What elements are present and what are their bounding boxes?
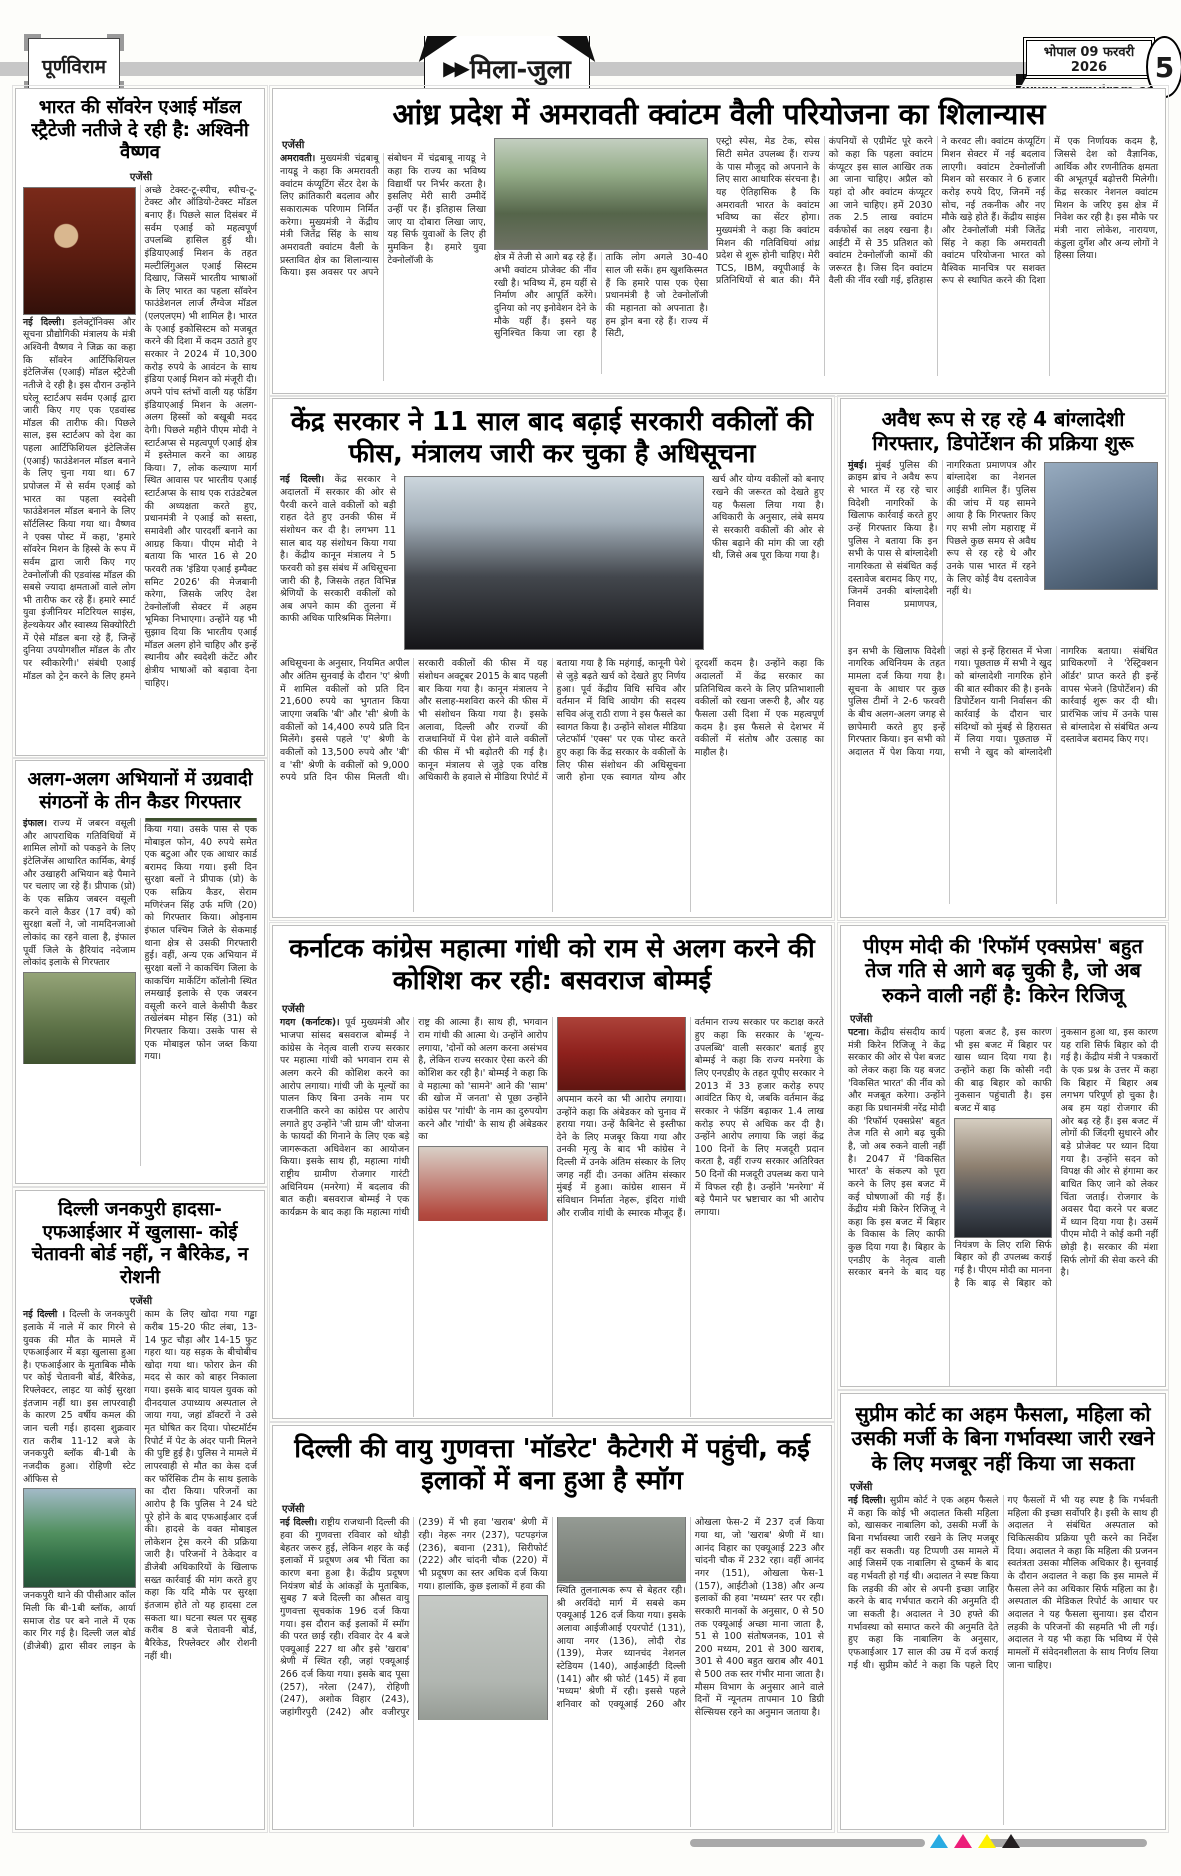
article-ai-model-byline: एजेंसी bbox=[129, 171, 153, 183]
article-bangladeshi bbox=[840, 398, 1166, 918]
lawyers-group-photo bbox=[404, 476, 704, 650]
article-quantum-body-3: एस्ट्रो स्पेस, मेड टेक, स्पेस सिटी समेत उपलब्ध हैं। राज्य के पास मौजूद को अपनाने के लिए सारा आधारिक संरचना है। यह ऐतिहासिक है कि अमरावती भारत के क्वांटम भविष्य का सेंटर होगा। मुख्यमंत्री ने कहा कि क्वांटम मिशन की गतिविधियां आंध्र प्रदेश से शुरू होनी चाहिए। मेरी TCS, IBM, क्यूपीआई के प्रतिनिधियों से बात की। मैंने कंपनियों से एग्रीमेंट पूरे करने को कहा कि पहला क्वांटम कंप्यूटर इस साल आखिर तक आ जाना चाहिए। अप्रैल को यहां दो और क्वांटम कंप्यूटर आ जाने चाहिए। हमें 2030 तक 2.5 लाख क्वांटम वर्कफोर्स का लक्ष्य रखना है। आईटी में से 35 प्रतिशत को क्वांटम टेक्नोलॉजी कामों की जरूरत है। जिस दिन क्वांटम वैली की नींव रखी गई, इतिहास ने करवट ली। क्वांटम कंप्यूटिंग मिशन सेक्टर में नई बदलाव लाएगी। क्वांटम टेक्नोलॉजी मिशन को सरकार ने 6 हजार करोड़ रुपये दिए, जिनमें नई सोच, नई तकनीक और नए मौके खड़े होते हैं। केंद्रीय साइंस और टेक्नोलॉजी मंत्री जितेंद्र सिंह ने कहा कि अमरावती क्वांटम परियोजना भारत को वैश्विक मानचित्र पर सशक्त रूप से स्थापित करने की दिशा में एक निर्णायक कदम है, जिससे देश को वैज्ञानिक, आर्थिक और रणनीतिक क्षमता की अभूतपूर्व बढ़ोत्तरी मिलेगी। केंद्र सरकार नेशनल क्वांटम मिशन के जरिए इस क्षेत्र में निवेश कर रही है। इस मौके पर मंत्री नारा लोकेश, नारायण, कंडुला दुर्गेश और अन्य लोगों ने हिस्सा लिया। bbox=[716, 136, 1158, 287]
article-bangladeshi-body-1: मुंबई। मुंबई पुलिस की क्राइम ब्रांच ने अवैध रूप से भारत में रह रहे चार विदेशी नागरिकों के खिलाफ कार्रवाई करते हुए उन्हें गिरफ्तार किया है। पुलिस ने बताया कि इन सभी के पास से बांग्लादेशी नागरिकता से संबंधित कई दस्तावेज बरामद किए गए, जिनमें उनकी बांग्लादेशी निवास प्रमाणपत्र, नागरिकता प्रमाणपत्र और बांग्लादेश का नेशनल आईडी शामिल हैं। पुलिस की जांच में यह सामने आया है कि गिरफ्तार किए गए सभी लोग महाराष्ट्र में पिछले कुछ समय से अवैध रूप से रह रहे थे और उनके पास भारत में रहने के लिए कोई वैध दस्तावेज नहीं थे। bbox=[848, 459, 1036, 610]
accident-site-photo bbox=[23, 1488, 136, 1588]
article-janakpuri-headline: दिल्ली जनकपुरी हादसा- एफआईआर में खुलासा- कोई चेतावनी बोर्ड नहीं, न बैरिकेड, न रोशनी bbox=[31, 1199, 249, 1288]
logo-text: पूर्णविराम bbox=[41, 56, 107, 78]
article-supreme-court bbox=[840, 1393, 1166, 1830]
article-quantum-headline: आंध्र प्रदेश में अमरावती क्वांटम वैली परियोजना का शिलान्यास bbox=[392, 97, 1046, 131]
cmyk-black-triangle-icon bbox=[1002, 1834, 1020, 1848]
double-arrow-icon: ▶▶ bbox=[443, 56, 466, 80]
article-lawyers-headline: केंद्र सरकार ने 11 साल बाद बढ़ाई सरकारी वकीलों की फीस, मंत्रालय जारी कर चुका है अधिसूचना bbox=[290, 407, 814, 469]
rijiju-press-photo bbox=[954, 1118, 1051, 1238]
article-bommai bbox=[272, 925, 832, 1419]
article-quantum-byline: एजेंसी bbox=[282, 140, 305, 152]
article-air-quality bbox=[272, 1425, 832, 1830]
article-ai-model-headline: भारत की सॉवरेन एआई मॉडल स्ट्रैटेजी नतीजे दे रही है: अश्विनी वैष्णव bbox=[31, 97, 249, 164]
article-militants bbox=[15, 760, 265, 1184]
article-quantum-valley bbox=[272, 88, 1166, 394]
article-janakpuri-byline: एजेंसी bbox=[129, 1296, 153, 1308]
article-bommai-body: गदग (कर्नाटक)। पूर्व मुख्यमंत्री और भाजपा सांसद बसवराज बोम्मई ने कांग्रेस के नेतृत्व वाली राज्य सरकार पर महात्मा गांधी को भगवान राम से अलग करने की कोशिश करने का आरोप लगाया। गांधी जी के मूल्यों का पालन किए बिना उनके नाम पर राजनीति करने का कांग्रेस पर आरोप लगाते हुए उन्होंने 'जी ग्राम जी' योजना के फायदों की गिनाने के लिए एक बड़े जागरूकता अधिवेशन का आयोजन किया। इसके साथ ही, महात्मा गांधी राष्ट्रीय ग्रामीण रोजगार गारंटी अधिनियम (मनरेगा) में बदलाव की बात कही। बसवराज बोम्मई ने एक कार्यक्रम के बाद कहा कि महात्मा गांधी राष्ट्र की आत्मा हैं। साथ ही, भगवान राम गांधी की आत्मा थे। उन्होंने आरोप लगाया, 'दोनों को अलग करना असंभव है, लेकिन राज्य सरकार ऐसा करने की कोशिश कर रही है।' बोम्मई ने कहा कि वे महात्मा को 'सामने' आने की 'साम' की खोज में जनता' से पूछा उन्होंने कांग्रेस पर 'गांधी' के नाम का दुरुपयोग करने और 'गांधी' के साथ ही अंबेडकर का अपमान करने का भी आरोप लगाया। उन्होंने कहा कि अंबेडकर को चुनाव में हराया गया। उन्हें कैबिनेट से इस्तीफा देने के लिए मजबूर किया गया और उनकी मृत्यु के बाद भी कांग्रेस ने दिल्ली में उनके अंतिम संस्कार के लिए जगह नहीं दी। उनका अंतिम संस्कार मुंबई में हुआ। कांग्रेस शासन में संविधान निर्माता नेहरू, इंदिरा गांधी और राजीव गांधी के स्मारक मौजूद हैं। वर्तमान राज्य सरकार पर कटाक्ष करते हुए कहा कि सरकार के 'शून्य-उपलब्धि' वाली सरकार' बताई हुए बोम्मई ने कहा कि राज्य मनरेगा के लिए एनएडीए के तहत यूपीए सरकार ने 2013 में 33 हजार करोड़ रुपए आवंटित किए थे, जबकि वर्तमान केंद्र सरकार ने फंडिंग बढ़ाकर 1.4 लाख करोड़ रुपए से अधिक कर दी है। उन्होंने आरोप लगाया कि जहां केंद्र 100 दिनों के लिए मजदूरी प्रदान करता है, वहीं राज्य सरकार अतिरिक्त 50 दिनों की मजदूरी उपलब्ध करा पाने में विफल रही है। उन्होंने 'मनरेगा' में बड़े पैमाने पर भ्रष्टाचार का भी आरोप लगाया। bbox=[280, 1017, 824, 1417]
cmyk-magenta-triangle-icon bbox=[954, 1834, 972, 1848]
article-bommai-byline: एजेंसी bbox=[282, 1004, 305, 1016]
article-ai-model-body: नई दिल्ली। इलेक्ट्रॉनिक्स और सूचना प्रौद्योगिकी मंत्रालय के मंत्री अश्विनी वैष्णव ने जिक्र का कहा कि सॉवरेन आर्टिफिशियल इंटेलिजेंस (एआई) मॉडल स्ट्रैटेजी नतीजे दे रही है। इस दौरान उन्होंने घरेलू स्टार्टअप सर्वम एआई द्वारा जारी किए गए एक एडवांस्ड मॉडल की तारीफ की। पिछले साल, इस स्टार्टअप को देश का पहला आर्टिफिशियल इंटेलिजेंस (एआई) फाउंडेशनल मॉडल बनाने के लिए चुना गया था। 67 प्रपोजल में से सर्वम एआई को भारत का पहला स्वदेसी फाउंडेशनल मॉडल बनाने के लिए सॉर्टलिस्ट किया गया था। वैष्णव ने एक्स पोस्ट में कहा, 'हमारे सॉवरेन मिशन के हिस्से के रूप में सर्वम द्वारा जारी किए गए टेक्नोलॉजी की एडवांस्ड मॉडल की सबसे ज्यादा क्षमताओं वाले लोग भी तारीफ कर रहे हैं। हमारे स्मार्ट युवा इंजीनियर मटिरियल साइंस, हेल्थकेयर और स्वास्थ्य सिक्योरिटी में ऐसे मॉडल बना रहे हैं, जिन्हें दुनिया उपयोगशील मॉडल के तौर पर स्वीकारेगी।' संबंधी एआई मॉडल को ट्रेन करने के लिए हमने अच्छे टेक्स्ट-टू-स्पीच, स्पीच-टू-टेक्स्ट और ऑडियो-टेक्स्ट मॉडल बनाए हैं। पिछले साल दिसंबर में सर्वम एआई को महत्वपूर्ण उपलब्धि हासिल हुई थी। इंडियाएआई मिशन के तहत मल्टीलिंगुअल एआई सिस्टम दिखाए, जिसमें भारतीय भाषाओं के लिए भारत का पहला सॉवरेन फाउंडेशनल लार्ज लैंग्वेज मॉडल (एलएलएम) भी शामिल है। भारत के एआई इकोसिस्टम को मजबूत करने की दिशा में कदम उठाते हुए सरकार ने 2024 में 10,300 करोड़ रुपये के आवंटन के साथ इंडिया एआई मिशन को मंजूरी दी। अपने पांच स्तंभों वाली यह फंडिंग इंडियाएआई मिशन के अलग-अलग हिस्सों को बखूबी मदद देगी। पिछले महीने पीएम मोदी ने स्टार्टअप्स से महत्वपूर्ण एआई क्षेत्र में इस्तेमाल करने का आग्रह किया। 7, लोक कल्याण मार्ग स्थित आवास पर भारतीय एआई स्टार्टअप्स के साथ एक राउंडटेबल की अध्यक्षता करते हुए, प्रधानमंत्री ने एआई को सस्ता, समावेशी और पारदर्शी बनाने का आग्रह किया। पीएम मोदी ने बताया कि भारत 16 से 20 फरवरी तक 'इंडिया एआई इम्पैक्ट समिट 2026' की मेजबानी करेगा, जिसके जरिए देश टेक्नोलॉजी सेक्टर में अहम भूमिका निभाएगा। उन्होंने यह भी सुझाव दिया कि भारतीय एआई मॉडल अलग होने चाहिए और इन्हें स्थानीय और स्वदेशी कंटेंट और क्षेत्रीय भाषाओं को बढ़ावा देना चाहिए। bbox=[23, 184, 257, 689]
quantum-ceremony-photo bbox=[494, 138, 708, 250]
handcuffs-photo bbox=[1044, 462, 1158, 590]
article-bangladeshi-body-2: इन सभी के खिलाफ विदेशी नागरिक अधिनियम के तहत मामला दर्ज किया गया है। सूचना के आधार पर कुछ पुलिस टीमों ने 2-6 फरवरी के बीच अलग-अलग जगह से छापेमारी करते हुए इन्हें गिरफ्तार किया। इन सभी को अदालत में पेश किया गया, जहां से इन्हें हिरासत में भेजा गया। पूछताछ में सभी ने खुद को बांग्लादेशी नागरिक होने की बात स्वीकार की है। इनके डिपोर्टेशन यानी निर्वासन की कार्रवाई के दौरान चार संदिग्धों को मुंबई से हिरासत में लिया गया। पूछताछ में सभी ने खुद को बांग्लादेशी नागरिक बताया। संबंधित प्राधिकरणों ने 'रेस्ट्रिक्शन ऑर्डर' प्राप्त करते ही इन्हें वापस भेजने (डिपोर्टेशन) की कार्रवाई शुरू कर दी थी। प्रारंभिक जांच में उनके पास से बांग्लादेश से संबंधित अन्य दस्तावेज बरामद किए गए। bbox=[848, 645, 1158, 758]
article-janakpuri bbox=[15, 1190, 265, 1830]
article-militants-headline: अलग-अलग अभियानों में उग्रवादी संगठनों के तीन कैडर गिरफ्तार bbox=[27, 769, 253, 813]
article-lawyers-body-2: खर्च और योग्य वकीलों को बनाए रखने की जरूरत को देखते हुए यह फैसला लिया गया है। अधिकारी के अनुसार, लंबे समय से सरकारी वकीलों की ओर से फीस बढ़ाने की मांग की जा रही थी, जिसे अब पूरा किया गया है। bbox=[712, 474, 824, 562]
article-bommai-headline: कर्नाटक कांग्रेस महात्मा गांधी को राम से अलग करने की कोशिश कर रही: बसवराज बोम्मई bbox=[289, 934, 815, 996]
article-air-quality-body: नई दिल्ली। राष्ट्रीय राजधानी दिल्ली की हवा की गुणवत्ता रविवार को थोड़ी बेहतर जरूर हुई, लेकिन शहर के कई इलाकों में प्रदूषण अब भी चिंता का कारण बना हुआ है। केंद्रीय प्रदूषण नियंत्रण बोर्ड के आंकड़ों के मुताबिक, सुबह 7 बजे दिल्ली का औसत वायु गुणवत्ता सूचकांक 196 दर्ज किया गया। इस दौरान कई इलाकों में स्मॉग की परत छाई रही। रविवार देर 4 बजे एक्यूआई 227 था और इसे 'खराब' श्रेणी में स्थित रही, जहां एक्यूआई 266 दर्ज किया गया। इसके बाद पूसा (257), नरेला (247), रोहिणी (247), अशोक विहार (243), जहांगीरपुरी (242) और वजीरपुर (239) में भी हवा 'खराब' श्रेणी में रही। नेहरू नगर (237), पटपड़गंज (236), बवाना (231), सिरीफोर्ट (222) और चांदनी चौक (220) में भी प्रदूषण का स्तर अधिक दर्ज किया गया। हालांकि, कुछ इलाकों में हवा की स्थिति तुलनात्मक रूप से बेहतर रही। श्री अरविंदो मार्ग में सबसे कम एक्यूआई 126 दर्ज किया गया। इसके अलावा आईजीआई एयरपोर्ट (131), आया नगर (136), लोदी रोड (139), मेजर ध्यानचंद नेशनल स्टेडियम (140), आईआईटी दिल्ली (141) और श्री फोर्ट (145) में हवा 'मध्यम' श्रेणी में रही। इससे पहले शनिवार को एक्यूआई 260 और ओखला फेस-2 में 237 दर्ज किया गया था, जो 'खराब' श्रेणी में था। आनंद विहार का एक्यूआई 223 और चांदनी चौक में 232 रहा। वहीं आनंद नगर (151), ओखला फेस-1 (157), आईटीओ (138) और अन्य इलाकों की हवा 'मध्यम' स्तर पर रही। सरकारी मानकों के अनुसार, 0 से 50 तक एक्यूआई अच्छा माना जाता है, 51 से 100 संतोषजनक, 101 से 200 मध्यम, 201 से 300 खराब, 301 से 400 बहुत खराब और 401 से 500 तक स्तर गंभीर माना जाता है। मौसम विभाग के अनुसार आने वाले दिनों में न्यूनतम तापमान 10 डिग्री सेल्सियस रहने का अनुमान जताया है। bbox=[280, 1517, 824, 1719]
article-quantum-body-1: अमरावती। मुख्यमंत्री चंद्रबाबू नायडू ने कहा कि अमरावती क्वांटम कंप्यूटिंग सेंटर देश के लिए क्रांतिकारी बदलाव और सकारात्मक परिणाम निर्मित करेगा। मुख्यमंत्री ने केंद्रीय मंत्री जितेंद्र सिंह के साथ अमरावती क्वांटम वैली के प्रस्तावित क्षेत्र का शिलान्यास किया। इस अवसर पर अपने संबोधन में चंद्रबाबू नायडू ने कहा कि राज्य का भविष्य विद्यार्थी पर निर्भर करता है। इसलिए मेरी सारी उम्मीदें उन्हीं पर हैं। इतिहास लिखा जाए या दोबारा लिखा जाए, यह सिर्फ युवाओं के लिए ही मुमकिन है। हमारे युवा टेक्नोलॉजी के bbox=[280, 153, 486, 279]
section-title: मिला-जुला bbox=[469, 55, 571, 85]
header-band bbox=[0, 62, 1181, 76]
article-rijiju bbox=[840, 925, 1166, 1387]
article-militants-body: इंफाल। राज्य में जबरन वसूली और आपराधिक गतिविधियों में शामिल लोगों को पकड़ने के लिए इंटेलिजेंस आधारित कार्मिक, बेगई और उखाहरी अभियान बड़े पैमाने पर चलाए जा रहे हैं। प्रीपाक (प्रो) के एक सक्रिय जबरन वसूली करने वाले कैडर (17 वर्ष) को सुरक्षा बलों ने, जो नामदिनजाओ लोकांद का रहने वाला है, इंफाल पूर्वी जिले के हैरियांद नदेजाम लोकांद इलाके से गिरफ्तार किया गया। उसके पास से एक मोबाइल फोन, 40 रुपये समेत एक बटुआ और एक आधार कार्ड बरामद किया गया। इसी दिन सुरक्षा बलों ने प्रीपाक (प्रो) के एक सक्रिय कैडर, सेराम मणिरंजन सिंह उर्फ मणि (20) को गिरफ्तार किया। ओइनाम इंफाल पश्चिम जिले के सेकमाई थाना क्षेत्र से उसकी गिरफ्तारी हुई। वहीं, अन्य एक अभियान में सुरक्षा बलों ने काकचिंग जिला के काकचिंग मार्केटिंग कॉलोनी स्थित लमखाई इलाके से एक जबरन वसूली करने वाले केसीपी कैडर तखेलंबम मोहन सिंह (31) को गिरफ्तार किया। उसके पास से एक मोबाइल फोन जब्त किया गया। bbox=[23, 818, 257, 1063]
vaishnav-speech-photo bbox=[23, 187, 136, 315]
page-number: 5 bbox=[1146, 36, 1181, 98]
article-quantum-body-2: क्षेत्र में तेजी से आगे बढ़ रहे हैं। अभी क्वांटम प्रोजेक्ट की नींव रखी है। भविष्य में, हम यहीं से निर्माण और आपूर्ति करेंगे। दुनिया को नए इनोवेशन देने के मौके यहीं हैं। इसने यह सुनिश्चित किया जा रहा है ताकि लोग अगले 30-40 साल जी सकें। हम खुशकिस्मत हैं कि हमारे पास एक ऐसा प्रधानमंत्री है जो टेक्नोलॉजी की महानता को अपनाता है। हम ड्रोन बना रहे हैं। राज्य में सिटी, bbox=[494, 252, 708, 340]
article-janakpuri-body: नई दिल्ली । दिल्ली के जनकपुरी इलाके में नाले में कार गिरने से युवक की मौत के मामले में एफआईआर में बड़ा खुलासा हुआ है। एफआईआर के मुताबिक मौके पर कोई चेतावनी बोर्ड, बैरिकेड, रिफ्लेक्टर, लाइट या कोई सुरक्षा इंतजाम नहीं था। इस लापरवाही के कारण 25 वर्षीय कमल की जान चली गई। हादसा शुक्रवार रात करीब 11-12 बजे के जनकपुरी ब्लॉक बी-1बी के नजदीक हुआ। रोहिणी स्टेट ऑफिस से जनकपुरी थाने की पीसीआर कॉल मिली कि बी-1बी ब्लॉक, आर्या समाज रोड पर बने नाले में एक कार गिर गई है। दिल्ली जल बोर्ड (डीजेबी) द्वारा सीवर लाइन के काम के लिए खोदा गया गड्ढा करीब 15-20 फीट लंबा, 13-14 फुट चौड़ा और 14-15 फुट गहरा था। यह सड़क के बीचोबीच खोदा गया था। फोरार क्रेन की मदद से कार को बाहर निकाला गया। इसके बाद घायल युवक को दीनदयाल उपाध्याय अस्पताल ले जाया गया, जहां डॉक्टरों ने उसे मृत घोषित कर दिया। पोस्टमॉर्टम रिपोर्ट में पेट के अंदर पानी मिलने की पुष्टि हुई है। पुलिस ने मामले में लापरवाही से मौत का केस दर्ज कर फॉरेंसिक टीम के साथ इलाके का दौरा किया। परिजनों का आरोप है कि पुलिस ने 24 घंटे पूरे होने के बाद एफआईआर दर्ज की। हादसे के वक्त मोबाइल लोकेशन ट्रेस करने की प्रक्रिया जारी है। परिजनों ने ठेकेदार व डीजेबी अधिकारियों के खिलाफ सख्त कार्रवाई की मांग करते हुए कहा कि यदि मौके पर सुरक्षा इंतजाम होते तो यह हादसा टल सकता था। घटना स्थल पर सुबह करीब 8 बजे चेतावनी बोर्ड, बैरिकेड, रिफ्लेक्टर और रोशनी नहीं थी। bbox=[23, 1309, 257, 1662]
cmyk-yellow-triangle-icon bbox=[978, 1834, 996, 1848]
article-bangladeshi-headline: अवैध रूप से रह रहे 4 बांग्लादेशी गिरफ्तार, डिपोर्टेशन की प्रक्रिया शुरू bbox=[872, 407, 1134, 456]
newspaper-logo bbox=[28, 38, 120, 94]
dateline: नई दिल्ली। bbox=[23, 316, 65, 328]
edition-date: भोपाल 09 फरवरी 2026 bbox=[1026, 40, 1152, 76]
cmyk-cyan-triangle-icon bbox=[930, 1834, 948, 1848]
article-rijiju-headline: पीएम मोदी की 'रिफॉर्म एक्सप्रेस' बहुत तेज गति से आगे बढ़ चुकी है, जो अब रुकने वाली नहीं है: किरेन रिजिजू bbox=[863, 934, 1143, 1007]
footer-rule-left bbox=[690, 1839, 925, 1847]
article-supreme-body: नई दिल्ली। सुप्रीम कोर्ट ने एक अहम फैसले में कहा कि कोई भी अदालत किसी महिला को, खासकर नाबालिग को, उसकी मर्जी के बिना गर्भावस्था जारी रखने के लिए मजबूर नहीं कर सकती। यह टिप्पणी उस मामले में आई जिसमें एक नाबालिग से दुष्कर्म के बाद वह गर्भवती हो गई थी। अदालत ने स्पष्ट किया कि लड़की की ओर से अपनी इच्छा जाहिर करने के बाद गर्भपात कराने की अनुमति दी जा सकती है। अदालत ने 30 हफ्ते की गर्भावस्था को समाप्त करने की अनुमति देते हुए कहा कि नाबालिग के अनुसार, एफआईआर 17 साल की उम्र में दर्ज कराई गई थी। सुप्रीम कोर्ट ने कहा कि पहले दिए गए फैसलों में भी यह स्पष्ट है कि गर्भवती महिला की इच्छा सर्वोपरि है। इसी के साथ ही अदालत ने संबंधित अस्पताल को चिकित्सकीय प्रक्रिया पूरी करने का निर्देश दिया। अदालत ने कहा कि महिला की प्रजनन स्वतंत्रता उसका मौलिक अधिकार है। सुनवाई के दौरान अदालत ने कहा कि इस मामले में फैसला लेने का अधिकार सिर्फ महिला का है। अस्पताल की मेडिकल रिपोर्ट के आधार पर अदालत ने यह फैसला सुनाया। इस दौरान लड़की के परिजनों की सहमति भी ली गई। अदालत ने यह भी कहा कि भविष्य में ऐसे मामलों में संवेदनशीलता के साथ निर्णय लिया जाना चाहिए। bbox=[848, 1495, 1158, 1671]
article-supreme-headline: सुप्रीम कोर्ट का अहम फैसला, महिला को उसकी मर्जी के बिना गर्भावस्था जारी रखने के लिए मजबूर नहीं किया जा सकता bbox=[851, 1402, 1155, 1475]
article-lawyers-fees bbox=[272, 398, 832, 918]
article-rijiju-byline: एजेंसी bbox=[850, 1014, 873, 1026]
article-air-quality-headline: दिल्ली की वायु गुणवत्ता 'मॉडरेट' कैटेगरी में पहुंची, कई इलाकों में बना हुआ है स्मॉग bbox=[294, 1434, 810, 1496]
article-air-quality-byline: एजेंसी bbox=[282, 1504, 305, 1516]
article-lawyers-body-1: नई दिल्ली। केंद्र सरकार ने अदालतों में सरकार की ओर से पैरवी करने वाले वकीलों को बड़ी राहत देते हुए उनकी फीस में संशोधन कर दी है। लगभग 11 साल बाद यह संशोधन किया गया है। केंद्रीय कानून मंत्रालय ने 5 फरवरी को इस संबंध में अधिसूचना जारी की है, जिसके तहत विभिन्न श्रेणियों के सरकारी वकीलों को अब अपने काम की तुलना में काफी अधिक पारिश्रमिक मिलेगा। bbox=[280, 474, 396, 625]
article-ai-model bbox=[15, 88, 265, 756]
article-lawyers-body-3: अधिसूचना के अनुसार, नियमित अपील और अंतिम सुनवाई के दौरान 'ए' श्रेणी में शामिल वकीलों को प्रति दिन 21,600 रुपये का भुगतान किया जाएगा जबकि 'बी' और 'सी' श्रेणी के वकीलों को 14,400 रुपये प्रति दिन मिलेंगे। इससे पहले 'ए' श्रेणी के वकीलों को 13,500 रुपये और 'बी' व 'सी' श्रेणी के वकीलों को 9,000 रुपये प्रति दिन फीस मिलती थी। सरकारी वकीलों की फीस में यह संशोधन अक्टूबर 2015 के बाद पहली बार किया गया है। कानून मंत्रालय ने और सलाह-मशविरा करने की फीस में भी संशोधन किया गया है। इसके अलावा, दिल्ली और राज्यों की राजधानियों में पेश होने वाले वकीलों की फीस में भी बढ़ोतरी की गई है। कानून मंत्रालय से जुड़े एक वरिष्ठ अधिकारी के हवाले से मीडिया रिपोर्ट में बताया गया है कि महंगाई, कानूनी पेशे से जुड़े बढ़ते खर्च को देखते हुए निर्णय हुआ। पूर्व केंद्रीय विधि सचिव और वर्तमान में विधि आयोग की सदस्य सचिव अंजू राठी राणा ने इस फैसले का स्वागत किया है। उन्होंने सोशल मीडिया प्लेटफॉर्म 'एक्स' पर एक पोस्ट करते हुए कहा कि केंद्र सरकार के वकीलों के लिए फीस संशोधन की अधिसूचना जारी होना एक स्वागत योग्य और दूरदर्शी कदम है। उन्होंने कहा कि अदालतों में केंद्र सरकार का प्रतिनिधित्व करने के लिए प्रतिभाशाली वकीलों को रखना जरूरी है, और यह फैसला उसी दिशा में एक महत्वपूर्ण कदम है। इस फैसले से देशभर में वकीलों में संतोष और उत्साह का माहौल है। bbox=[280, 658, 824, 784]
article-rijiju-body: पटना। केंद्रीय संसदीय कार्य मंत्री किरेन रिजिजू ने केंद्र सरकार की ओर से पेश बजट को लेकर कहा कि यह बजट 'विकसित भारत' की नींव को और मजबूत करेगा। उन्होंने कहा कि प्रधानमंत्री नरेंद्र मोदी की 'रिफॉर्म एक्सप्रेस' बहुत तेज गति से आगे बढ़ चुकी है, जो अब रुकने वाली नहीं है। 2047 में 'विकसित भारत' के संकल्प को पूरा करने के लिए इस बजट में कई घोषणाओं की गई हैं। केंद्रीय मंत्री किरेन रिजिजू ने कहा कि इस बजट में बिहार के विकास के लिए काफी कुछ दिया गया है। बिहार के एनडीए के नेतृत्व वाली सरकार बनने के बाद यह पहला बजट है, इस कारण भी इस बजट में बिहार पर खास ध्यान दिया गया है। उन्होंने कहा कि कोसी नदी की बाढ़ बिहार को काफी नुकसान पहुंचाती है। इस बजट में बाढ़ नियंत्रण के लिए राशि सिर्फ बिहार को ही उपलब्ध कराई गई है। पीएम मोदी का मानना है कि बाढ़ से बिहार को नुकसान हुआ था, इस कारण यह राशि सिर्फ बिहार को दी गई है। केंद्रीय मंत्री ने पत्रकारों के एक प्रश्न के उत्तर में कहा कि बिहार में बिहार अब लगभग परिपूर्ण हो चुका है। अब हम यहां रोजगार की ओर बढ़ रहे हैं। इस बजट में लोगों की जिंदगी सुधारने और बड़े प्रोजेक्ट पर ध्यान दिया गया है। उन्होंने सदन को विपक्ष की ओर से हंगामा कर बाधित किए जाने को लेकर चिंता जताई। रोजगार के अवसर पैदा करने पर बजट में ध्यान दिया गया है। उसमें पीएम मोदी ने कोई कमी नहीं छोड़ी है। सरकार की मंशा सिर्फ लोगों की सेवा करने की है। bbox=[848, 1027, 1158, 1289]
article-supreme-byline: एजेंसी bbox=[850, 1482, 873, 1494]
